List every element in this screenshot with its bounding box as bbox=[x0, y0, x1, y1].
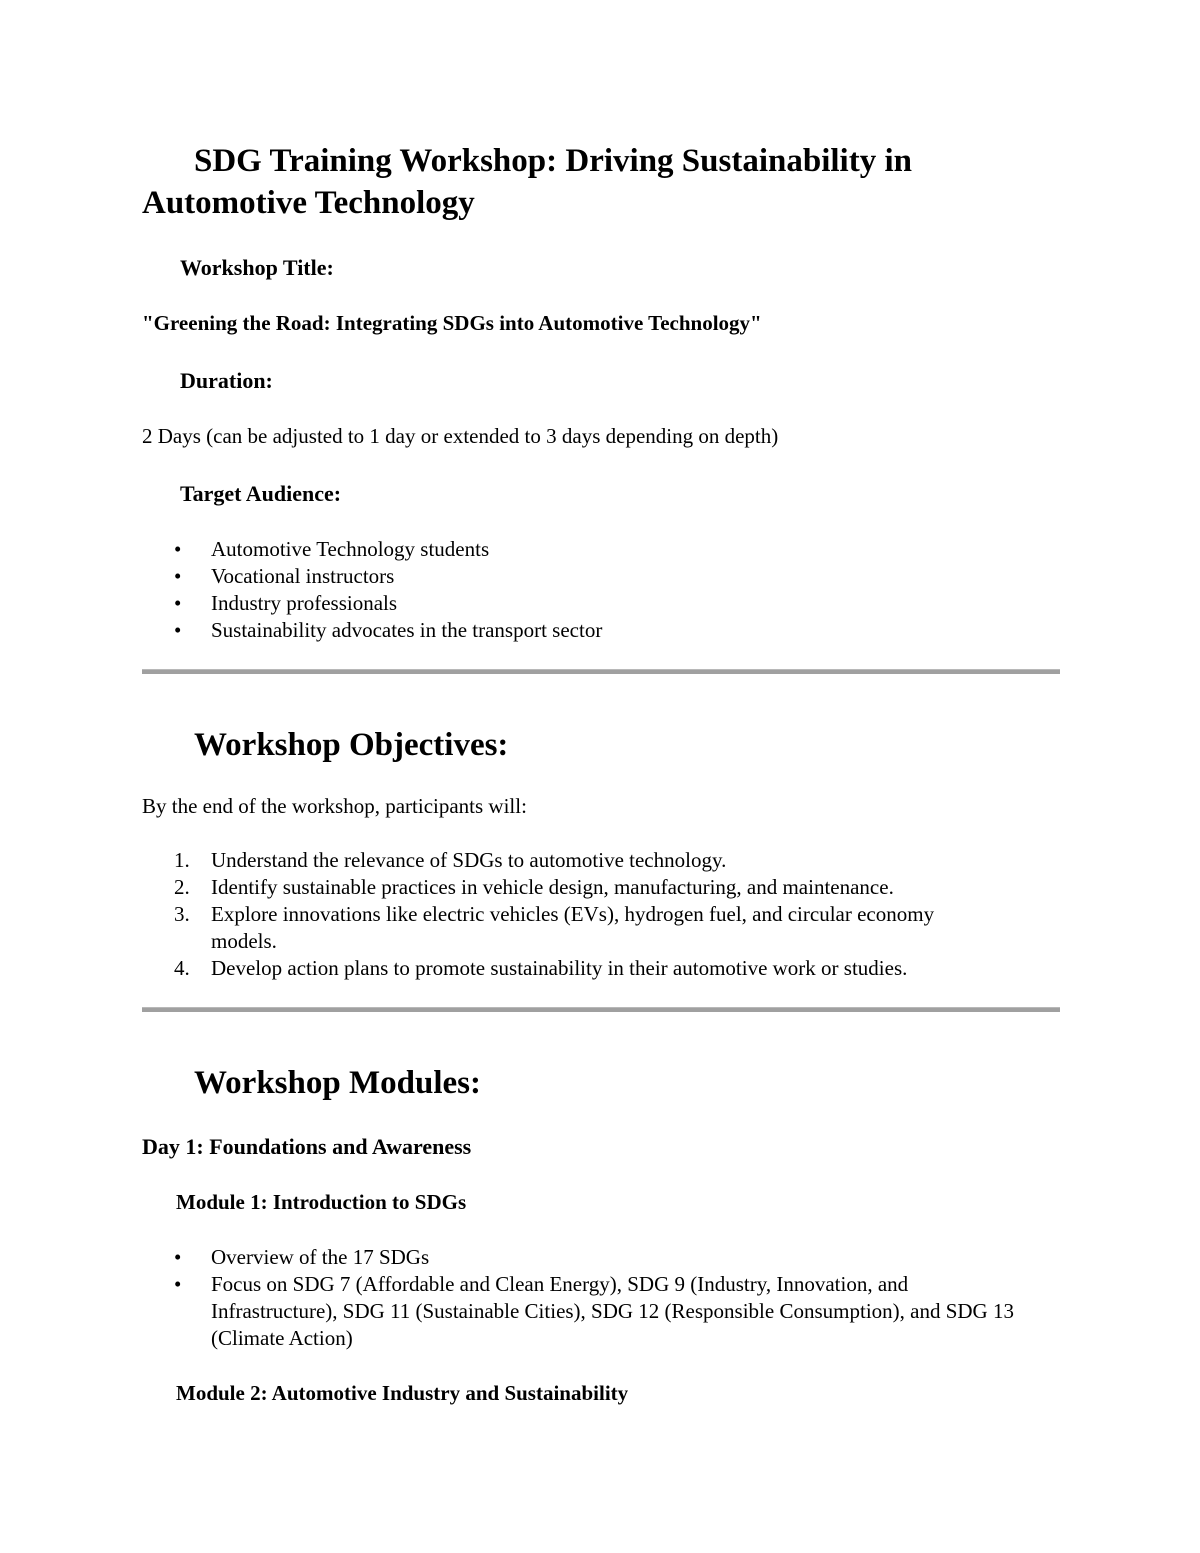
day-1-heading: Day 1: Foundations and Awareness bbox=[142, 1134, 472, 1159]
list-item: 4. Develop action plans to promote sustainability in their automotive work or studies. bbox=[174, 956, 908, 980]
duration-value: 2 Days (can be adjusted to 1 day or extended to 3 days depending on depth) bbox=[142, 424, 779, 448]
module-1-title: Module 1: Introduction to SDGs bbox=[176, 1190, 467, 1214]
list-item: • Vocational instructors bbox=[174, 564, 395, 588]
target-audience-label: Target Audience: bbox=[180, 481, 342, 506]
list-item: • Automotive Technology students bbox=[174, 537, 490, 561]
modules-heading: Workshop Modules: bbox=[194, 1065, 481, 1101]
list-item: • Industry professionals bbox=[174, 591, 398, 615]
workshop-title-value: "Greening the Road: Integrating SDGs into Automotive Technology" bbox=[142, 311, 762, 335]
duration-label: Duration: bbox=[180, 368, 273, 393]
bullet-icon: • bbox=[174, 591, 182, 615]
list-number: 3. bbox=[174, 902, 190, 926]
document-title: SDG Training Workshop: Driving Sustainability in Automotive Technology bbox=[142, 143, 912, 221]
list-number: 2. bbox=[174, 875, 190, 899]
list-item: • Sustainability advocates in the transport sector bbox=[174, 618, 603, 642]
workshop-title-label: Workshop Title: bbox=[180, 255, 334, 280]
horizontal-divider bbox=[142, 1007, 1060, 1012]
list-item: 1. Understand the relevance of SDGs to automotive technology. bbox=[174, 848, 727, 872]
list-number: 1. bbox=[174, 848, 190, 872]
bullet-icon: • bbox=[174, 1272, 182, 1296]
bullet-icon: • bbox=[174, 1245, 182, 1269]
module-2-title: Module 2: Automotive Industry and Sustainability bbox=[176, 1381, 629, 1405]
objectives-list bbox=[142, 847, 1042, 982]
bullet-icon: • bbox=[174, 537, 182, 561]
objectives-heading: Workshop Objectives: bbox=[194, 727, 509, 763]
objectives-intro: By the end of the workshop, participants will: bbox=[142, 794, 527, 818]
list-item: 3. Explore innovations like electric vehicles (EVs), hydrogen fuel, and circular economy models. bbox=[174, 902, 935, 953]
list-item: 2. Identify sustainable practices in vehicle design, manufacturing, and maintenance. bbox=[174, 875, 894, 899]
list-item: • Overview of the 17 SDGs bbox=[174, 1245, 430, 1269]
bullet-icon: • bbox=[174, 564, 182, 588]
module-1-list bbox=[142, 1244, 1022, 1352]
target-audience-list bbox=[142, 536, 1042, 644]
bullet-icon: • bbox=[174, 618, 182, 642]
list-item: • Focus on SDG 7 (Affordable and Clean Energy), SDG 9 (Industry, Innovation, and Infrastructure), SDG 11 (Sustainable Cities), SDG 12 (Responsible Consumption), and SDG 13 (Climate Action) bbox=[174, 1272, 1014, 1350]
horizontal-divider bbox=[142, 669, 1060, 674]
list-number: 4. bbox=[174, 956, 190, 980]
